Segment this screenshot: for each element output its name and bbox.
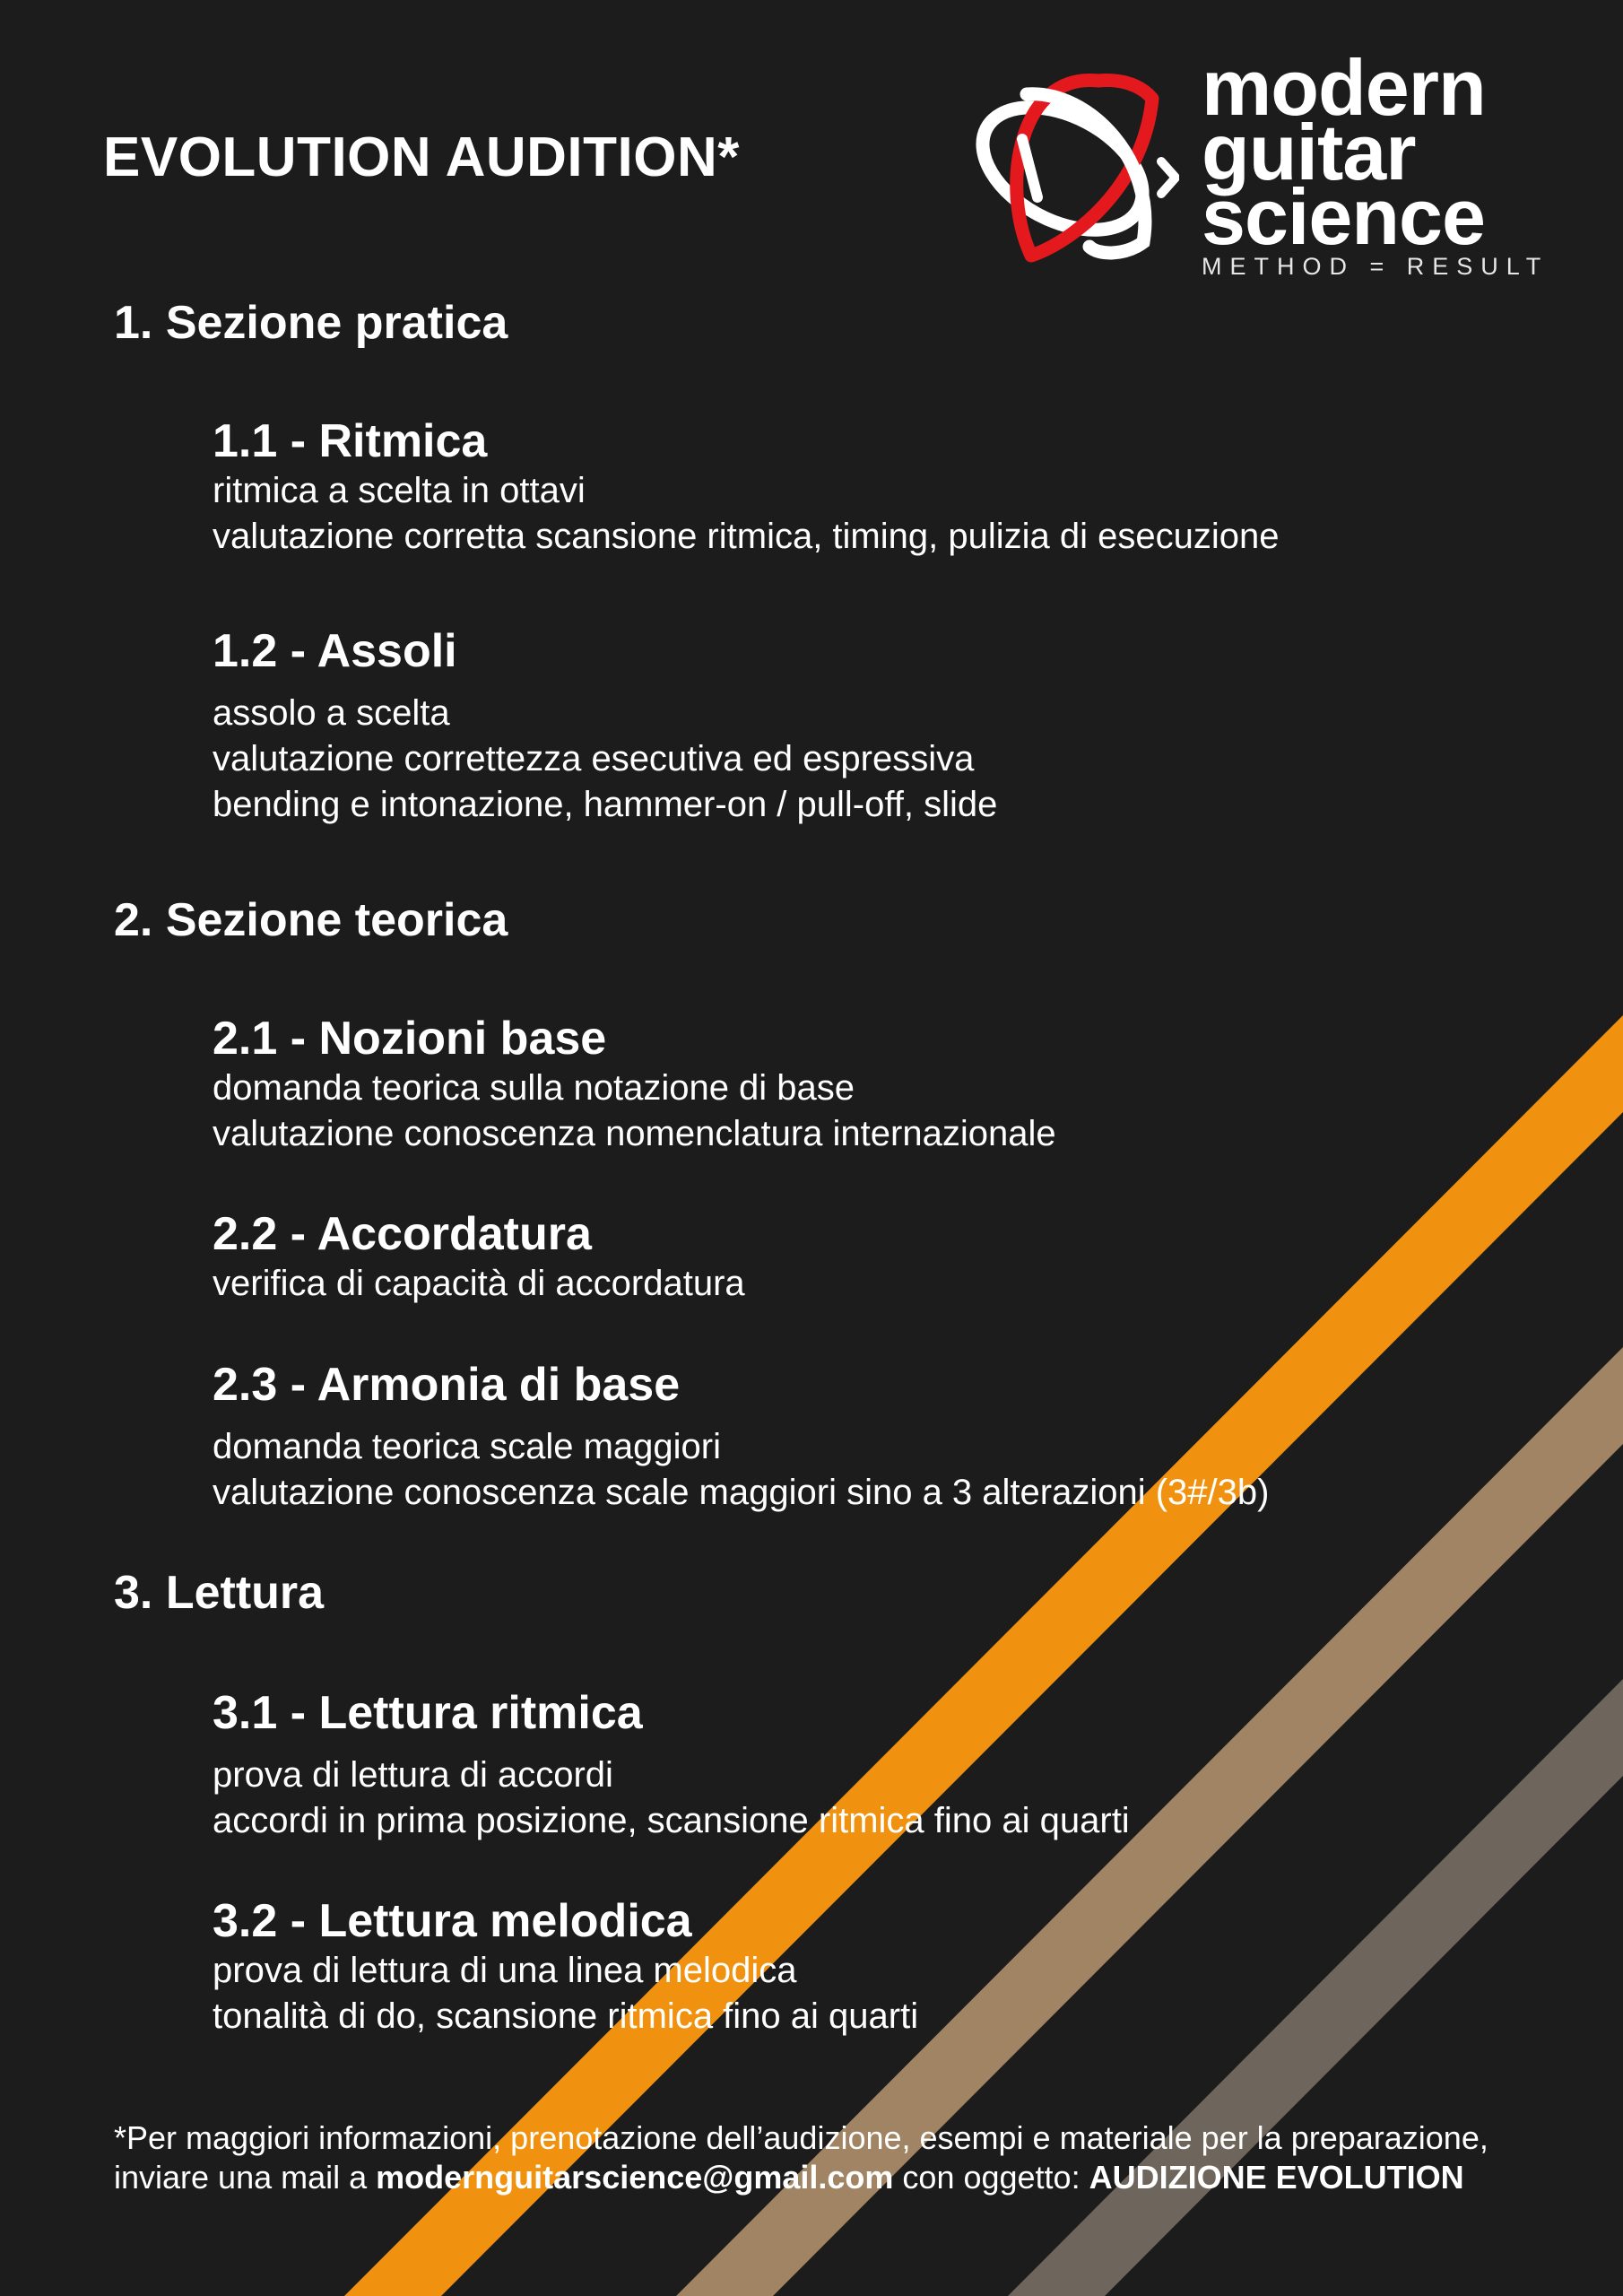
email-subject: AUDIZIONE EVOLUTION xyxy=(1089,2159,1464,2196)
subsection-description xyxy=(213,1261,745,1307)
modern-guitar-science-logo xyxy=(964,43,1610,287)
description-line: valutazione correttezza esecutiva ed espressiva xyxy=(213,739,975,778)
subsection-heading: 3.1 - Lettura ritmica xyxy=(213,1687,643,1739)
logo-word-guitar: guitar xyxy=(1202,108,1416,196)
subsection-description xyxy=(213,691,997,828)
subsection-heading: 2.2 - Accordatura xyxy=(213,1208,592,1260)
section-heading: 2. Sezione teorica xyxy=(114,894,508,946)
description-line: prova di lettura di accordi xyxy=(213,1755,613,1795)
subsection-heading: 2.3 - Armonia di base xyxy=(213,1359,681,1411)
subsection-description xyxy=(213,1424,1269,1516)
footnote-line xyxy=(114,2158,1488,2197)
description-line: domanda teorica scale maggiori xyxy=(213,1427,721,1466)
description-line: assolo a scelta xyxy=(213,693,450,733)
description-line: tonalità di do, scansione ritmica fino ai quarti xyxy=(213,1996,919,2036)
footnote-text: inviare una mail a xyxy=(114,2159,377,2196)
description-line: domanda teorica sulla notazione di base xyxy=(213,1068,855,1108)
subsection-heading: 2.1 - Nozioni base xyxy=(213,1013,607,1065)
description-line: accordi in prima posizione, scansione ritmica fino ai quarti xyxy=(213,1801,1130,1840)
description-line: prova di lettura di una linea melodica xyxy=(213,1951,797,1990)
section-heading: 3. Lettura xyxy=(114,1567,325,1619)
section-heading: 1. Sezione pratica xyxy=(114,297,508,349)
page-title: EVOLUTION AUDITION* xyxy=(103,126,740,188)
description-line: bending e intonazione, hammer-on / pull-off, slide xyxy=(213,785,998,824)
logo-word-science: science xyxy=(1202,172,1485,261)
description-line: valutazione corretta scansione ritmica, timing, pulizia di esecuzione xyxy=(213,517,1280,556)
footnote-line: *Per maggiori informazioni, prenotazione dell’audizione, esempi e materiale per la preparazione, xyxy=(114,2119,1488,2156)
contact-email: modernguitarscience@gmail.com xyxy=(376,2159,894,2196)
subsection-heading: 1.1 - Ritmica xyxy=(213,415,488,467)
footnote xyxy=(114,2118,1488,2197)
description-line: ritmica a scelta in ottavi xyxy=(213,471,586,510)
subsection-description xyxy=(213,1065,1056,1157)
description-line: valutazione conoscenza nomenclatura internazionale xyxy=(213,1114,1056,1153)
description-line: valutazione conoscenza scale maggiori sino a 3 alterazioni (3#/3b) xyxy=(213,1473,1270,1512)
description-line: verifica di capacità di accordatura xyxy=(213,1264,745,1303)
logo-tagline: METHOD = RESULT xyxy=(1202,253,1549,280)
footnote-text: con oggetto: xyxy=(893,2159,1089,2196)
logo-word-modern: modern xyxy=(1202,43,1486,132)
subsection-heading: 3.2 - Lettura melodica xyxy=(213,1895,692,1947)
subsection-description xyxy=(213,468,1279,560)
subsection-heading: 1.2 - Assoli xyxy=(213,625,457,677)
subsection-description xyxy=(213,1948,918,2039)
subsection-description xyxy=(213,1752,1130,1844)
atom-guitar-pick-icon xyxy=(964,63,1179,278)
